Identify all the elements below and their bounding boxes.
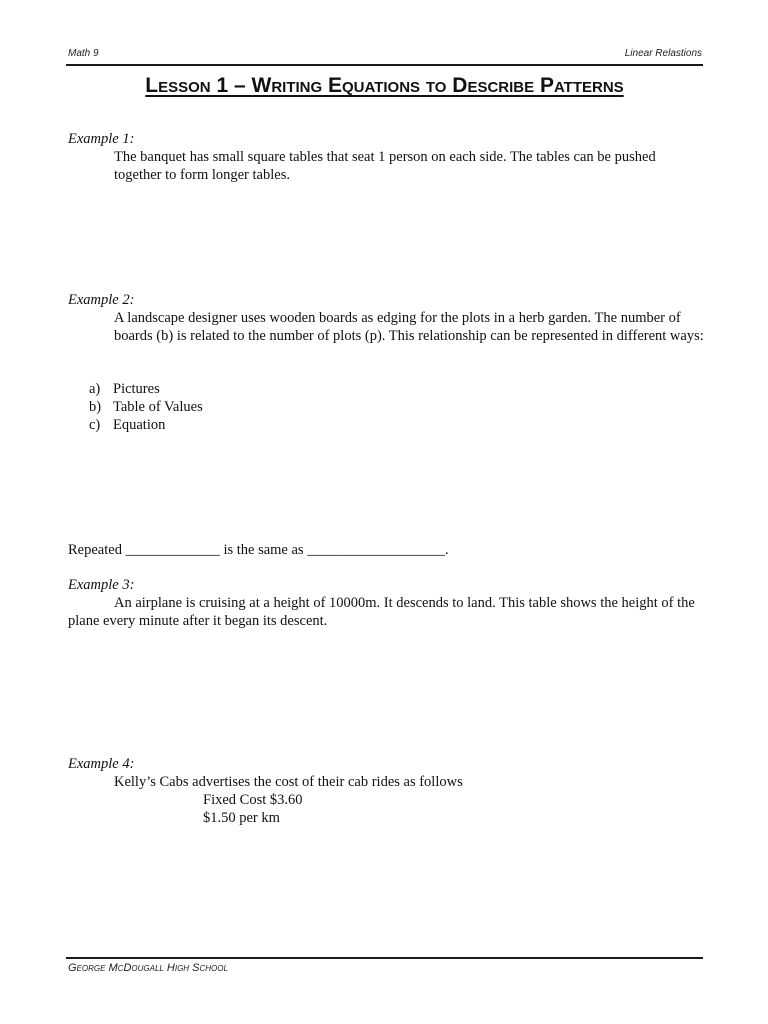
example-2-label: Example 2: [68, 292, 135, 308]
example-2-list-item-c [89, 416, 165, 434]
list-marker: a) [89, 381, 101, 397]
example-4-label: Example 4: [68, 756, 135, 772]
header-unit: Linear Relastions [624, 48, 702, 59]
example-2-list-item-a [89, 380, 160, 398]
example-4-text: Kelly’s Cabs advertises the cost of their cab rides as follows [114, 774, 463, 790]
example-3-label: Example 3: [68, 577, 135, 593]
example-2-text: A landscape designer uses wooden boards as edging for the plots in a herb garden. The number of boards (b) is related to the number of plots (p). This relationship can be represented in different ways: [114, 310, 704, 344]
repeated-fill-in-sentence: Repeated _____________ is the same as ___________________. [68, 542, 449, 558]
example-3-text: An airplane is cruising at a height of 10000m. It descends to land. This table shows the height of the plane every minute after it began its descent. [68, 595, 695, 629]
header-course: Math 9 [68, 48, 99, 59]
list-text: Table of Values [113, 399, 203, 415]
list-marker: b) [89, 399, 102, 415]
list-marker: c) [89, 417, 101, 433]
example-4-per-km-rate: $1.50 per km [203, 810, 280, 826]
example-1-label: Example 1: [68, 131, 135, 147]
lesson-title: Lesson 1 – Writing Equations to Describe Patterns [145, 74, 624, 97]
header-rule [66, 64, 703, 66]
list-text: Pictures [113, 381, 160, 397]
footer-rule [66, 957, 703, 959]
footer-school: George McDougall High School [68, 962, 228, 974]
list-text: Equation [113, 417, 166, 433]
example-4-fixed-cost: Fixed Cost $3.60 [203, 792, 303, 808]
example-2-list-item-b [89, 398, 203, 416]
example-1-text: The banquet has small square tables that seat 1 person on each side. The tables can be pushed together to form longer tables. [114, 149, 656, 183]
